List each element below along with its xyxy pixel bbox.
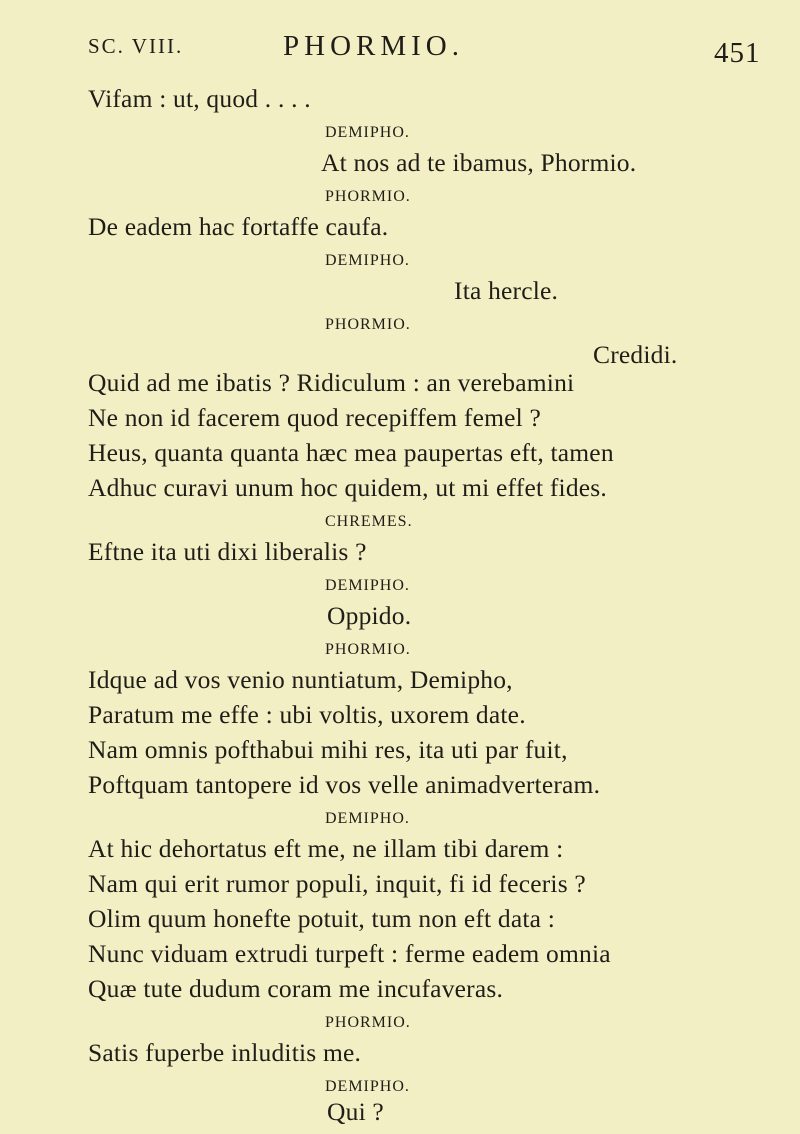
- verse-line: Olim quum honefte potuit, tum non eft data :: [88, 904, 556, 933]
- speaker-label: DEMIPHO.: [325, 252, 410, 269]
- verse-line: Credidi.: [593, 340, 678, 369]
- verse-line: Nam qui erit rumor populi, inquit, fi id feceris ?: [88, 869, 586, 898]
- scene-label: SC. VIII.: [88, 34, 184, 58]
- speaker-label: PHORMIO.: [325, 316, 411, 333]
- verse-line: De eadem hac fortaffe caufa.: [88, 212, 389, 241]
- running-title: PHORMIO.: [283, 30, 464, 62]
- verse-line: Ita hercle.: [454, 276, 559, 305]
- verse-line: Oppido.: [327, 601, 412, 630]
- speaker-label: PHORMIO.: [325, 188, 411, 205]
- speaker-label: PHORMIO.: [325, 641, 411, 658]
- speaker-label: DEMIPHO.: [325, 1078, 410, 1095]
- verse-line: Vifam : ut, quod . . . .: [88, 84, 311, 113]
- verse-line: Adhuc curavi unum hoc quidem, ut mi effet fides.: [88, 473, 608, 502]
- verse-line: Quæ tute dudum coram me incufaveras.: [88, 974, 504, 1003]
- verse-line: Paratum me effe : ubi voltis, uxorem date.: [88, 700, 526, 729]
- speaker-label: DEMIPHO.: [325, 810, 410, 827]
- verse-line: Qui ?: [327, 1097, 384, 1126]
- verse-line: Nunc viduam extrudi turpeft : ferme eadem omnia: [88, 939, 611, 968]
- verse-line: Heus, quanta quanta hæc mea paupertas eft, tamen: [88, 438, 614, 467]
- verse-line: Poftquam tantopere id vos velle animadverteram.: [88, 770, 601, 799]
- page-number: 451: [714, 37, 761, 69]
- verse-line: Satis fuperbe inluditis me.: [88, 1038, 362, 1067]
- speaker-label: CHREMES.: [325, 513, 413, 530]
- speaker-label: DEMIPHO.: [325, 124, 410, 141]
- speaker-label: PHORMIO.: [325, 1014, 411, 1031]
- speaker-label: DEMIPHO.: [325, 577, 410, 594]
- verse-line: Ne non id facerem quod recepiffem femel ?: [88, 403, 542, 432]
- verse-line: At nos ad te ibamus, Phormio.: [321, 148, 637, 177]
- verse-line: Nam omnis pofthabui mihi res, ita uti par fuit,: [88, 735, 568, 764]
- verse-line: Quid ad me ibatis ? Ridiculum : an verebamini: [88, 368, 575, 397]
- verse-line: Eftne ita uti dixi liberalis ?: [88, 537, 367, 566]
- verse-line: Idque ad vos venio nuntiatum, Demipho,: [88, 665, 513, 694]
- verse-line: At hic dehortatus eft me, ne illam tibi darem :: [88, 834, 564, 863]
